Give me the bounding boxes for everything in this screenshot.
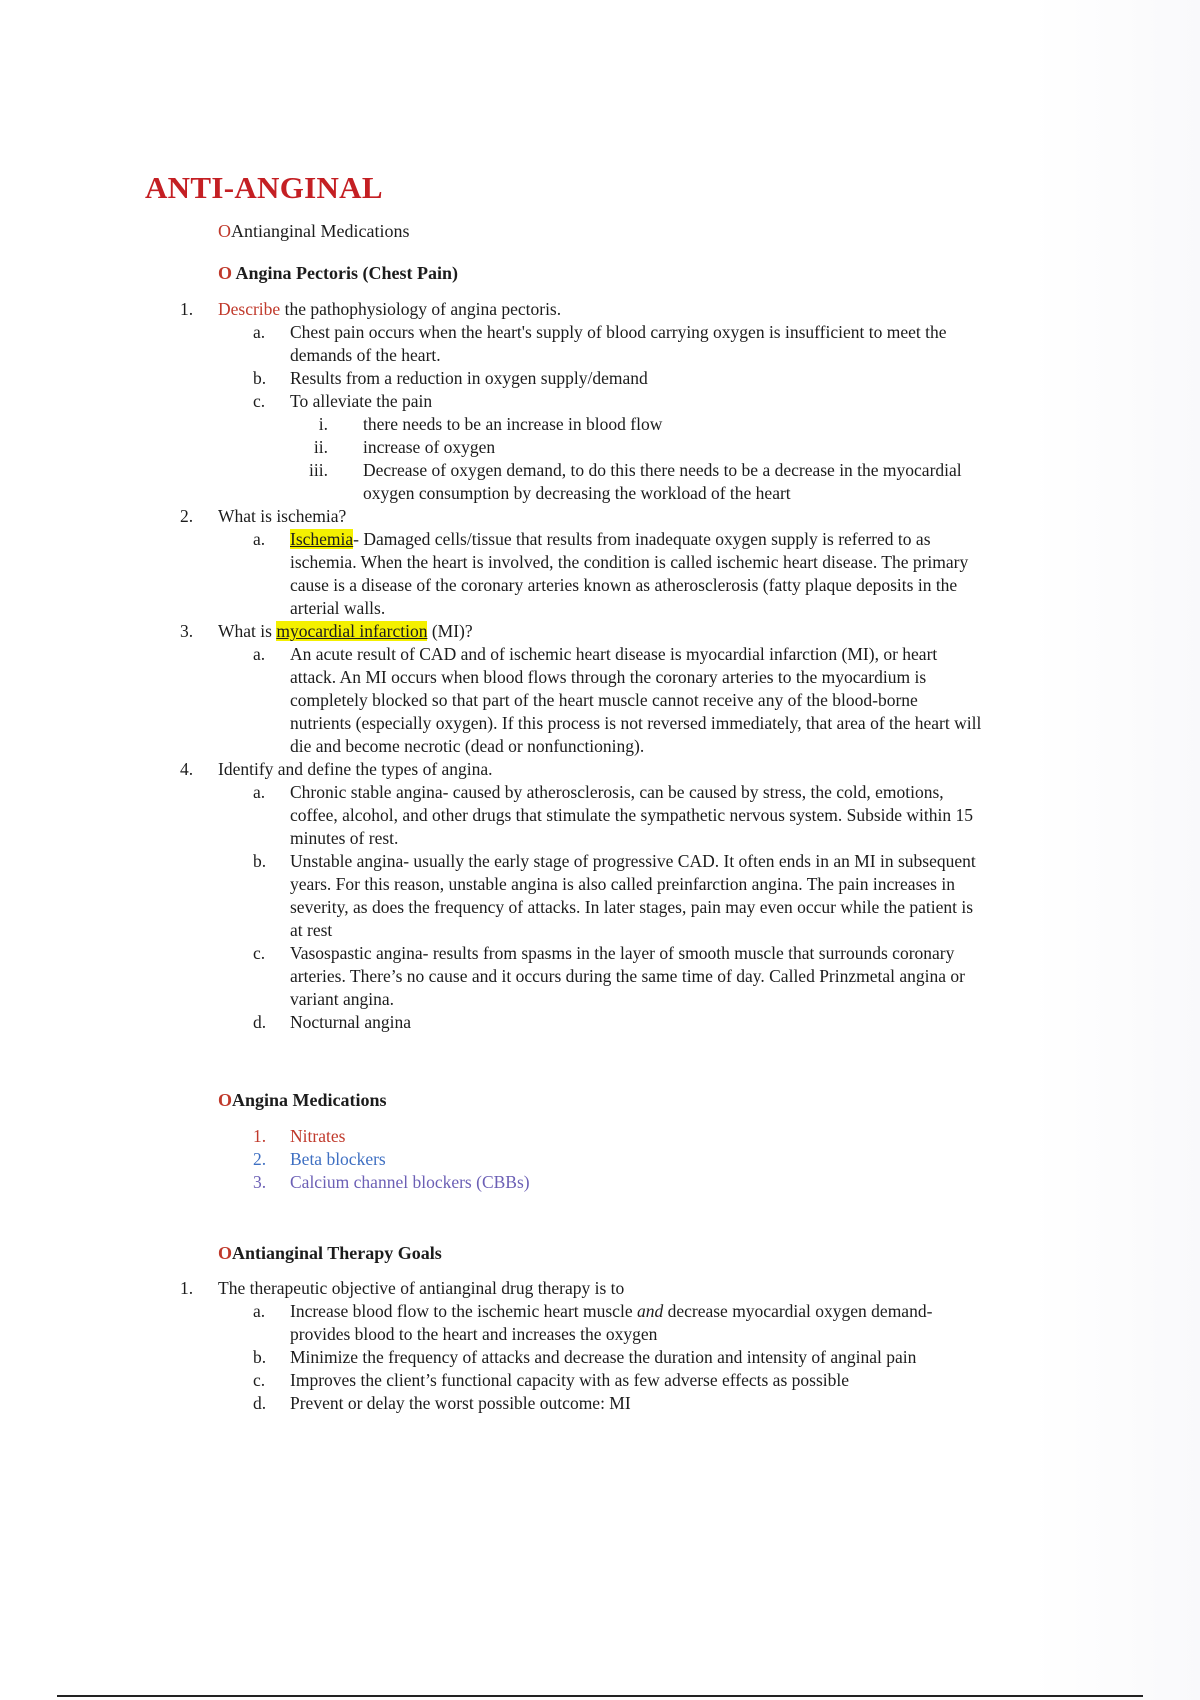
list-subitem-cont: oxygen consumption by decreasing the workload of the heart bbox=[363, 483, 791, 503]
medication-item: Nitrates bbox=[290, 1126, 346, 1146]
page-title: ANTI-ANGINAL bbox=[145, 170, 383, 205]
list-item: Chest pain occurs when the heart's supply of blood carrying oxygen is insufficient to meet the bbox=[290, 322, 947, 342]
list-item-cont: die and become necrotic (dead or nonfunctioning). bbox=[290, 736, 645, 756]
list-letter: a. bbox=[253, 644, 266, 664]
list-letter: d. bbox=[253, 1393, 267, 1413]
list-letter: b. bbox=[253, 1347, 267, 1367]
list-letter: a. bbox=[253, 1301, 266, 1321]
header-bullet: O bbox=[218, 263, 236, 283]
list-letter: a. bbox=[253, 782, 266, 802]
list-subitem: there needs to be an increase in blood flow bbox=[363, 414, 663, 434]
list-item-cont: attack. An MI occurs when blood flows through the coronary arteries to the myocardium is bbox=[290, 667, 927, 687]
list-number: 1. bbox=[253, 1126, 267, 1146]
list-item-cont: arterial walls. bbox=[290, 598, 386, 618]
list-number: 4. bbox=[180, 759, 194, 779]
medication-item: Calcium channel blockers (CBBs) bbox=[290, 1172, 530, 1192]
question-text: the pathophysiology of angina pectoris. bbox=[280, 299, 562, 319]
header-therapy-goals bbox=[218, 1242, 442, 1265]
header-bullet: O bbox=[218, 221, 231, 241]
list-item: Prevent or delay the worst possible outcome: MI bbox=[290, 1393, 631, 1413]
header-angina-pectoris bbox=[218, 262, 458, 285]
goal-emphasis: and bbox=[636, 1301, 664, 1321]
list-roman: ii. bbox=[313, 437, 328, 457]
header-antianginal-medications bbox=[218, 220, 409, 243]
list-letter: a. bbox=[253, 529, 266, 549]
question-3 bbox=[218, 620, 473, 643]
list-item-cont: at rest bbox=[290, 920, 333, 940]
list-number: 2. bbox=[253, 1149, 267, 1169]
list-item-cont: completely blocked so that part of the heart muscle cannot receive any of the blood-borne bbox=[290, 690, 918, 710]
header-angina-medications bbox=[218, 1089, 387, 1112]
list-item-cont: ischemia. When the heart is involved, the condition is called ischemic heart disease. The primary bbox=[290, 552, 969, 572]
medication-item: Beta blockers bbox=[290, 1149, 386, 1169]
list-item: Results from a reduction in oxygen supply/demand bbox=[290, 368, 648, 388]
list-item: Unstable angina- usually the early stage of progressive CAD. It often ends in an MI in subsequent bbox=[290, 851, 976, 871]
header-text: Antianginal Therapy Goals bbox=[232, 1243, 442, 1263]
list-letter: b. bbox=[253, 368, 267, 388]
goal-intro: The therapeutic objective of antianginal drug therapy is to bbox=[218, 1278, 625, 1298]
header-text: Angina Medications bbox=[232, 1090, 387, 1110]
list-item-cont: variant angina. bbox=[290, 989, 394, 1009]
list-item-cont: nutrients (especially oxygen). If this process is not reversed immediately, that area of the heart will bbox=[290, 713, 982, 733]
list-item-cont: severity, as does the frequency of attacks. In later stages, pain may even occur while the patient is bbox=[290, 897, 974, 917]
list-item bbox=[290, 1300, 932, 1323]
question-1 bbox=[218, 298, 561, 321]
header-bullet: O bbox=[218, 1243, 233, 1263]
list-item-cont: provides blood to the heart and increases the oxygen bbox=[290, 1324, 658, 1344]
question-4: Identify and define the types of angina. bbox=[218, 759, 493, 779]
question-text: (MI)? bbox=[427, 621, 473, 641]
list-item: An acute result of CAD and of ischemic heart disease is myocardial infarction (MI), or heart bbox=[290, 644, 938, 664]
list-item: Minimize the frequency of attacks and decrease the duration and intensity of anginal pain bbox=[290, 1347, 917, 1367]
list-letter: b. bbox=[253, 851, 267, 871]
list-letter: d. bbox=[253, 1012, 267, 1032]
definition-text: - Damaged cells/tissue that results from inadequate oxygen supply is referred to as bbox=[353, 529, 931, 549]
list-letter: c. bbox=[253, 1370, 266, 1390]
question-2: What is ischemia? bbox=[218, 506, 347, 526]
list-number: 3. bbox=[180, 621, 194, 641]
list-item: Improves the client’s functional capacity with as few adverse effects as possible bbox=[290, 1370, 850, 1390]
list-letter: a. bbox=[253, 322, 266, 342]
highlighted-term: Ischemia bbox=[290, 529, 354, 549]
highlighted-term: myocardial infarction bbox=[276, 621, 428, 641]
list-item: To alleviate the pain bbox=[290, 391, 433, 411]
list-item-cont: minutes of rest. bbox=[290, 828, 399, 848]
list-item: Chronic stable angina- caused by atherosclerosis, can be caused by stress, the cold, emotions, bbox=[290, 782, 944, 802]
header-text: Angina Pectoris (Chest Pain) bbox=[235, 263, 458, 283]
list-subitem: increase of oxygen bbox=[363, 437, 496, 457]
list-item-cont: arteries. There’s no cause and it occurs during the same time of day. Called Prinzmetal angina or bbox=[290, 966, 965, 986]
list-item bbox=[290, 528, 931, 551]
header-bullet: O bbox=[218, 1090, 233, 1110]
header-text: Antianginal Medications bbox=[231, 221, 410, 241]
list-item-cont: years. For this reason, unstable angina is also called preinfarction angina. The pain increases in bbox=[290, 874, 955, 894]
list-item: Nocturnal angina bbox=[290, 1012, 411, 1032]
list-item-cont: coffee, alcohol, and other drugs that stimulate the sympathetic nervous system. Subside within 15 bbox=[290, 805, 974, 825]
list-letter: c. bbox=[253, 391, 266, 411]
goal-text: Increase blood flow to the ischemic heart muscle bbox=[290, 1301, 637, 1321]
list-roman: i. bbox=[318, 414, 328, 434]
list-subitem: Decrease of oxygen demand, to do this there needs to be a decrease in the myocardial bbox=[363, 460, 962, 480]
list-roman: iii. bbox=[309, 460, 328, 480]
question-text: What is bbox=[218, 621, 277, 641]
list-number: 1. bbox=[180, 299, 194, 319]
list-letter: c. bbox=[253, 943, 266, 963]
list-item: Vasospastic angina- results from spasms in the layer of smooth muscle that surrounds coronary bbox=[290, 943, 955, 963]
list-number: 1. bbox=[180, 1278, 194, 1298]
list-number: 2. bbox=[180, 506, 194, 526]
list-item-cont: cause is a disease of the coronary arteries known as atherosclerosis (fatty plaque deposits in the bbox=[290, 575, 958, 595]
page-bottom-rule bbox=[57, 1695, 1143, 1697]
list-item-cont: demands of the heart. bbox=[290, 345, 441, 365]
list-number: 3. bbox=[253, 1172, 267, 1192]
goal-text: decrease myocardial oxygen demand- bbox=[663, 1301, 933, 1321]
question-lead: Describe bbox=[218, 299, 281, 319]
